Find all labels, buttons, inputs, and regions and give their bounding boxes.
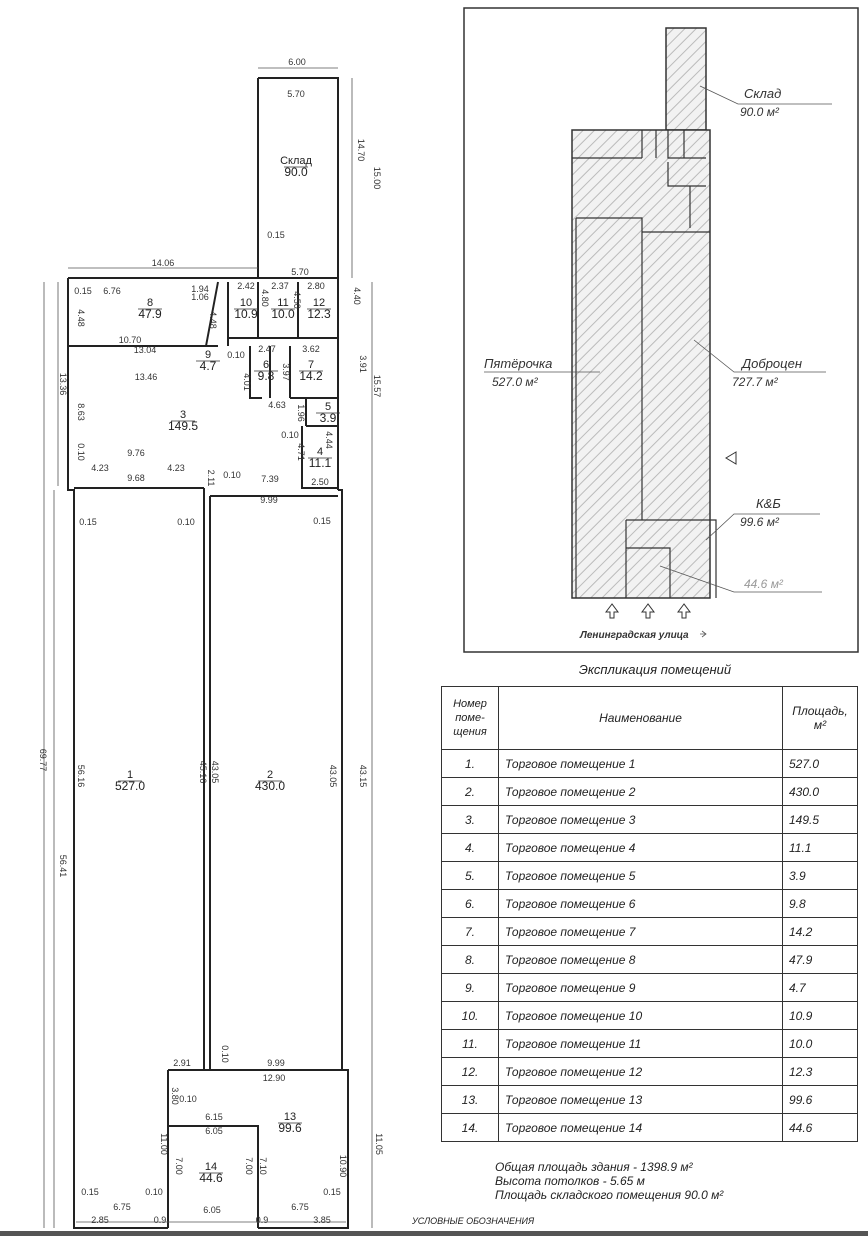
room-r2-number: 2 (266, 769, 274, 781)
cell-num: 10. (442, 1002, 499, 1030)
table-row (442, 834, 858, 862)
summary-block (495, 1160, 723, 1202)
dimension-label: 11.05 (374, 1133, 384, 1155)
dimension-label: 5.70 (291, 267, 309, 277)
dimension-label: 2.85 (91, 1215, 109, 1225)
room-sklad-number: Склад (280, 155, 312, 167)
dimension-label: 4.63 (268, 400, 286, 410)
dimension-label: 11.00 (159, 1133, 169, 1155)
room-r4-area: 11.1 (308, 456, 332, 470)
dimension-label: 8.63 (76, 403, 86, 421)
dimension-label: 6.05 (203, 1205, 221, 1215)
dimension-label: 4.80 (260, 289, 270, 307)
scheme-storage-area: 90.0 м² (740, 105, 779, 119)
dimension-label: 0.15 (74, 286, 92, 296)
table-row (442, 862, 858, 890)
dimension-label: 6.76 (103, 286, 121, 296)
col-name-header: Наименование (499, 687, 783, 750)
scheme-pyat-label: Пятёрочка (484, 356, 553, 371)
dimension-label: 6.75 (291, 1202, 309, 1212)
cell-area: 527.0 (783, 750, 858, 778)
dimension-label: 4.23 (91, 463, 109, 473)
room-r13-area: 99.6 (278, 1121, 302, 1135)
dimension-label: 9.76 (127, 448, 145, 458)
dimension-label: 4.01 (242, 373, 252, 391)
dimension-label: 0.10 (177, 517, 195, 527)
room-sklad-area: 90.0 (284, 165, 308, 179)
room-r7-area: 14.2 (299, 369, 323, 383)
cell-name: Торговое помещение 9 (499, 974, 783, 1002)
cell-name: Торговое помещение 5 (499, 862, 783, 890)
bottom-bar (0, 1231, 868, 1236)
cell-name: Торговое помещение 14 (499, 1114, 783, 1142)
cell-num: 6. (442, 890, 499, 918)
dimension-label: 13.46 (134, 372, 158, 382)
explication-table (441, 686, 858, 1142)
cell-area: 10.0 (783, 1030, 858, 1058)
dimension-label: 0.9 (153, 1215, 167, 1225)
dimension-label: 45.16 (198, 760, 208, 784)
room-r14-number: 14 (204, 1161, 218, 1173)
dimension-label: 0.15 (81, 1187, 99, 1197)
dimension-label: 9.68 (127, 473, 145, 483)
room-r8-area: 47.9 (138, 307, 162, 321)
dimension-label: 0.10 (145, 1187, 163, 1197)
dimension-label: 6.15 (205, 1112, 223, 1122)
dimension-label: 1.96 (296, 404, 306, 422)
room-r1-area: 527.0 (114, 779, 146, 793)
room-r13-number: 13 (283, 1111, 297, 1123)
table-row (442, 918, 858, 946)
room-r7-number: 7 (307, 359, 315, 371)
cell-num: 3. (442, 806, 499, 834)
dimension-label: 0.15 (323, 1187, 341, 1197)
scheme-dobr-label: Доброцен (742, 356, 802, 371)
dimension-label: 3.62 (302, 344, 320, 354)
scheme-kb-label: К&Б (756, 496, 781, 511)
dimension-label: 15.00 (372, 166, 382, 190)
cell-name: Торговое помещение 10 (499, 1002, 783, 1030)
cell-num: 12. (442, 1058, 499, 1086)
cell-area: 47.9 (783, 946, 858, 974)
dimension-label: 7.39 (261, 474, 279, 484)
scheme-storage-label: Склад (744, 86, 782, 101)
col-num-header: Номер поме- щения (442, 687, 499, 750)
dimension-label: 2.50 (311, 477, 329, 487)
cell-name: Торговое помещение 7 (499, 918, 783, 946)
table-row (442, 1002, 858, 1030)
room-r14-area: 44.6 (199, 1171, 223, 1185)
cell-area: 11.1 (783, 834, 858, 862)
summary-height: Высота потолков - 5.65 м (495, 1174, 645, 1188)
explication-title: Экспликация помещений (578, 662, 732, 677)
dimension-label: 2.91 (173, 1058, 191, 1068)
dimension-label: 0.10 (281, 430, 299, 440)
cell-name: Торговое помещение 3 (499, 806, 783, 834)
dimension-label: 10.70 (118, 335, 142, 345)
room-r9-number: 9 (204, 349, 212, 361)
dimension-label: 10.90 (338, 1154, 348, 1178)
dimension-label: 2.42 (237, 281, 255, 291)
room-r12-area: 12.3 (307, 307, 331, 321)
cell-area: 4.7 (783, 974, 858, 1002)
summary-storage: Площадь складского помещения 90.0 м² (495, 1188, 724, 1202)
scheme-dobr-area: 727.7 м² (732, 375, 778, 389)
dimension-label: 0.10 (227, 350, 245, 360)
cell-area: 430.0 (783, 778, 858, 806)
col-area-header: Площадь, м² (783, 687, 858, 750)
dimension-label: 3.97 (281, 363, 291, 381)
cell-area: 44.6 (783, 1114, 858, 1142)
dimension-label: 9.99 (267, 1058, 285, 1068)
cell-name: Торговое помещение 8 (499, 946, 783, 974)
dimension-label: 43.15 (358, 764, 368, 788)
cell-area: 99.6 (783, 1086, 858, 1114)
dimension-label: 2.37 (271, 281, 289, 291)
room-r6-area: 9.8 (257, 369, 275, 383)
scheme-storage-block (666, 28, 706, 130)
cell-area: 149.5 (783, 806, 858, 834)
legend-caption: УСЛОВНЫЕ ОБОЗНАЧЕНИЯ (412, 1216, 535, 1226)
dimension-label: 3.85 (313, 1215, 331, 1225)
cell-area: 9.8 (783, 890, 858, 918)
dimension-label: 3.80 (170, 1087, 180, 1105)
cell-num: 7. (442, 918, 499, 946)
cell-num: 2. (442, 778, 499, 806)
table-row (442, 1086, 858, 1114)
dimension-label: 56.16 (76, 764, 86, 788)
room-r9-area: 4.7 (199, 359, 217, 373)
dimension-label: 6.00 (288, 57, 306, 67)
room-r10-area: 10.9 (234, 307, 258, 321)
cell-num: 8. (442, 946, 499, 974)
dimension-label: 14.70 (356, 138, 366, 162)
dimension-label: 4.23 (167, 463, 185, 473)
cell-area: 12.3 (783, 1058, 858, 1086)
dimension-label: 2.11 (206, 469, 216, 487)
table-row (442, 1030, 858, 1058)
table-row (442, 1058, 858, 1086)
room-r10-number: 10 (239, 297, 253, 309)
dimension-label: 3.91 (358, 355, 368, 373)
dimension-label: 0.10 (223, 470, 241, 480)
dimension-label: 1.06 (191, 292, 209, 302)
room-r1-number: 1 (126, 769, 134, 781)
dimension-label: 9.99 (260, 495, 278, 505)
dimension-label: 2.80 (307, 281, 325, 291)
table-row (442, 1114, 858, 1142)
cell-num: 14. (442, 1114, 499, 1142)
dimension-label: 0.10 (220, 1045, 230, 1063)
cell-area: 10.9 (783, 1002, 858, 1030)
room-r11-number: 11 (277, 297, 289, 309)
scheme-kb-area: 99.6 м² (740, 515, 779, 529)
cell-num: 1. (442, 750, 499, 778)
dimension-label: 7.00 (244, 1157, 254, 1175)
table-row (442, 778, 858, 806)
dimension-label: 69.77 (38, 748, 48, 772)
dimension-label: 56.41 (58, 854, 68, 878)
dimension-label: 0.10 (76, 443, 86, 461)
dimension-label: 4.50 (292, 291, 302, 309)
table-row (442, 750, 858, 778)
cell-name: Торговое помещение 2 (499, 778, 783, 806)
dimension-label: 6.75 (113, 1202, 131, 1212)
dimension-label: 43.05 (328, 764, 338, 788)
cell-num: 5. (442, 862, 499, 890)
dimension-label: 2.47 (258, 344, 276, 354)
cell-num: 9. (442, 974, 499, 1002)
cell-area: 3.9 (783, 862, 858, 890)
dimension-label: 14.06 (151, 258, 175, 268)
dimension-label: 12.90 (262, 1073, 286, 1083)
room-r8-number: 8 (146, 297, 154, 309)
cell-name: Торговое помещение 4 (499, 834, 783, 862)
dimension-label: 4.48 (208, 311, 218, 329)
cell-name: Торговое помещение 11 (499, 1030, 783, 1058)
room-r5-number: 5 (324, 401, 332, 413)
scheme-small-area: 44.6 м² (744, 577, 783, 591)
cell-num: 13. (442, 1086, 499, 1114)
dimension-label: 1.94 (191, 284, 209, 294)
scheme-pyat-area: 527.0 м² (492, 375, 538, 389)
room-r6-number: 6 (262, 359, 270, 371)
scheme-street: Ленинградская улица (580, 630, 689, 641)
dimension-label: 5.70 (287, 89, 305, 99)
summary-total: Общая площадь здания - 1398.9 м² (495, 1160, 693, 1174)
dimension-label: 7.00 (174, 1157, 184, 1175)
cell-num: 4. (442, 834, 499, 862)
table-row (442, 806, 858, 834)
room-r3-area: 149.5 (167, 419, 199, 433)
dimension-label: 13.04 (133, 345, 157, 355)
cell-name: Торговое помещение 1 (499, 750, 783, 778)
dimension-label: 6.05 (205, 1126, 223, 1136)
cell-name: Торговое помещение 13 (499, 1086, 783, 1114)
dimension-label: 0.10 (179, 1094, 197, 1104)
dimension-label: 0.9 (255, 1215, 269, 1225)
dimension-label: 13.36 (58, 372, 68, 396)
dimension-label: 4.71 (296, 443, 306, 461)
dimension-label: 0.15 (313, 516, 331, 526)
dimension-label: 4.44 (324, 431, 334, 449)
dimension-label: 4.40 (352, 287, 362, 305)
scheme-main-block (572, 130, 710, 598)
dimension-label: 4.48 (76, 309, 86, 327)
dimension-label: 7.10 (258, 1157, 268, 1175)
table-row (442, 890, 858, 918)
cell-name: Торговое помещение 12 (499, 1058, 783, 1086)
dimension-label: 0.15 (267, 230, 285, 240)
room-r2-area: 430.0 (254, 779, 286, 793)
dimension-label: 0.15 (79, 517, 97, 527)
cell-area: 14.2 (783, 918, 858, 946)
dimension-label: 43.05 (210, 760, 220, 784)
dimension-label: 15.57 (372, 374, 382, 398)
table-row (442, 974, 858, 1002)
table-row (442, 946, 858, 974)
room-r3-number: 3 (179, 409, 187, 421)
room-r11-area: 10.0 (271, 307, 295, 321)
room-r4-number: 4 (316, 446, 324, 458)
cell-num: 11. (442, 1030, 499, 1058)
room-r5-area: 3.9 (319, 411, 337, 425)
room-r12-number: 12 (312, 297, 326, 309)
cell-name: Торговое помещение 6 (499, 890, 783, 918)
